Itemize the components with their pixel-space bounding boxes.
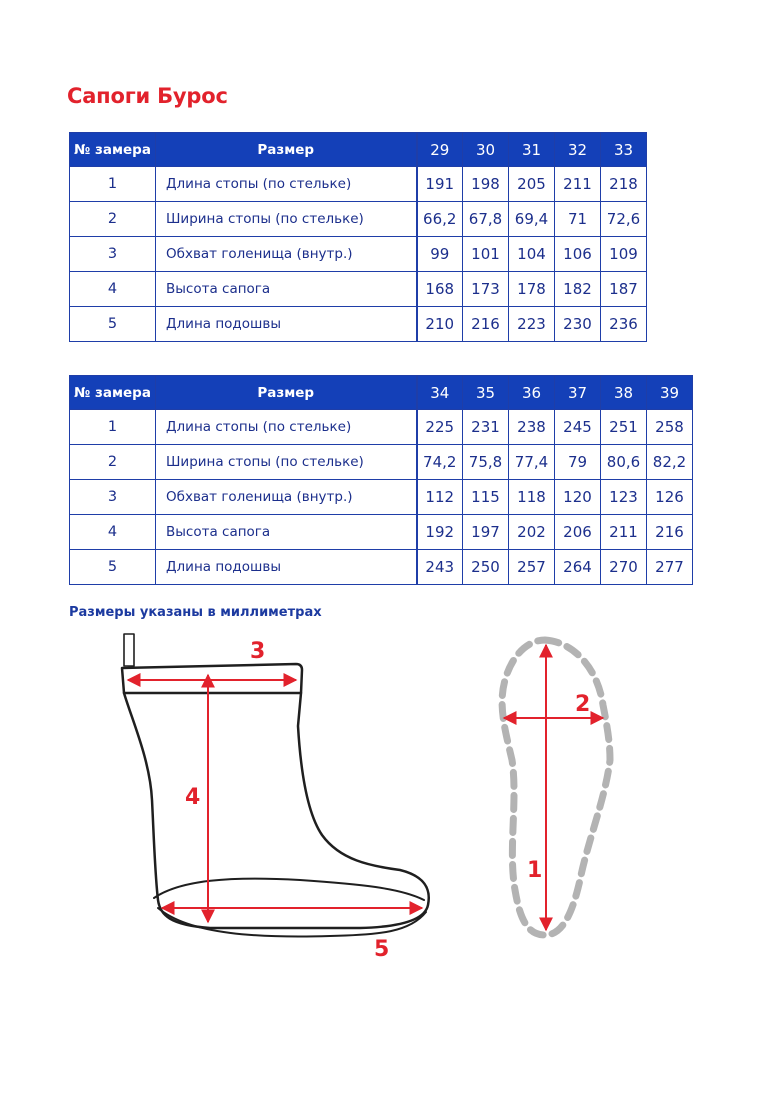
header-size-cell: 31 — [509, 133, 555, 167]
header-size-cell: 30 — [463, 133, 509, 167]
header-size-cell: 35 — [463, 376, 509, 410]
value-cell: 225 — [417, 410, 463, 445]
value-cell: 115 — [463, 480, 509, 515]
row-number: 2 — [70, 445, 156, 480]
value-cell: 126 — [647, 480, 693, 515]
value-cell: 258 — [647, 410, 693, 445]
value-cell: 168 — [417, 272, 463, 307]
header-size-cell: 34 — [417, 376, 463, 410]
header-size-cell: 39 — [647, 376, 693, 410]
row-label: Ширина стопы (по стельке) — [156, 445, 417, 480]
value-cell: 223 — [509, 307, 555, 342]
row-label: Высота сапога — [156, 515, 417, 550]
boot-body — [124, 693, 429, 928]
value-cell: 245 — [555, 410, 601, 445]
label-foot-length: 1 — [527, 858, 543, 883]
value-cell: 191 — [417, 167, 463, 202]
value-cell: 202 — [509, 515, 555, 550]
value-cell: 187 — [601, 272, 647, 307]
row-label: Ширина стопы (по стельке) — [156, 202, 417, 237]
value-cell: 101 — [463, 237, 509, 272]
row-number: 1 — [70, 410, 156, 445]
boot-arrows — [128, 675, 422, 922]
value-cell: 210 — [417, 307, 463, 342]
value-cell: 118 — [509, 480, 555, 515]
value-cell: 109 — [601, 237, 647, 272]
value-cell: 104 — [509, 237, 555, 272]
value-cell: 216 — [647, 515, 693, 550]
row-number: 2 — [70, 202, 156, 237]
row-number: 5 — [70, 550, 156, 585]
value-cell: 123 — [601, 480, 647, 515]
value-cell: 277 — [647, 550, 693, 585]
label-shaft-circumference: 3 — [250, 639, 266, 664]
row-label: Обхват голенища (внутр.) — [156, 237, 417, 272]
row-label: Длина стопы (по стельке) — [156, 410, 417, 445]
value-cell: 77,4 — [509, 445, 555, 480]
value-cell: 79 — [555, 445, 601, 480]
value-cell: 264 — [555, 550, 601, 585]
row-label: Длина подошвы — [156, 550, 417, 585]
value-cell: 120 — [555, 480, 601, 515]
value-cell: 112 — [417, 480, 463, 515]
header-size-cell: 33 — [601, 133, 647, 167]
label-sole-length: 5 — [374, 937, 390, 962]
page-title: Сапоги Бурос — [67, 84, 228, 108]
outsole — [158, 908, 426, 936]
pull-tab — [124, 634, 134, 666]
value-cell: 82,2 — [647, 445, 693, 480]
value-cell: 67,8 — [463, 202, 509, 237]
value-cell: 178 — [509, 272, 555, 307]
header-measure-number: № замера — [70, 133, 156, 167]
boot-cuff — [122, 664, 302, 693]
value-cell: 192 — [417, 515, 463, 550]
row-label: Высота сапога — [156, 272, 417, 307]
row-label: Обхват голенища (внутр.) — [156, 480, 417, 515]
value-cell: 206 — [555, 515, 601, 550]
row-number: 3 — [70, 237, 156, 272]
label-boot-height: 4 — [185, 785, 201, 810]
value-cell: 75,8 — [463, 445, 509, 480]
value-cell: 66,2 — [417, 202, 463, 237]
row-label: Длина подошвы — [156, 307, 417, 342]
sole-line — [154, 879, 424, 900]
value-cell: 250 — [463, 550, 509, 585]
value-cell: 218 — [601, 167, 647, 202]
insole-outline — [502, 640, 610, 935]
row-number: 3 — [70, 480, 156, 515]
value-cell: 80,6 — [601, 445, 647, 480]
value-cell: 216 — [463, 307, 509, 342]
value-cell: 182 — [555, 272, 601, 307]
value-cell: 99 — [417, 237, 463, 272]
insole-arrows — [504, 645, 603, 930]
value-cell: 243 — [417, 550, 463, 585]
value-cell: 251 — [601, 410, 647, 445]
value-cell: 72,6 — [601, 202, 647, 237]
header-size: Размер — [156, 376, 417, 410]
value-cell: 71 — [555, 202, 601, 237]
label-foot-width: 2 — [575, 692, 591, 717]
value-cell: 205 — [509, 167, 555, 202]
row-label: Длина стопы (по стельке) — [156, 167, 417, 202]
value-cell: 230 — [555, 307, 601, 342]
row-number: 5 — [70, 307, 156, 342]
units-note: Размеры указаны в миллиметрах — [69, 605, 322, 620]
header-size-cell: 29 — [417, 133, 463, 167]
row-number: 1 — [70, 167, 156, 202]
row-number: 4 — [70, 272, 156, 307]
value-cell: 211 — [555, 167, 601, 202]
value-cell: 211 — [601, 515, 647, 550]
value-cell: 198 — [463, 167, 509, 202]
value-cell: 270 — [601, 550, 647, 585]
value-cell: 74,2 — [417, 445, 463, 480]
header-size: Размер — [156, 133, 417, 167]
value-cell: 257 — [509, 550, 555, 585]
header-size-cell: 36 — [509, 376, 555, 410]
header-measure-number: № замера — [70, 376, 156, 410]
row-number: 4 — [70, 515, 156, 550]
value-cell: 231 — [463, 410, 509, 445]
value-cell: 236 — [601, 307, 647, 342]
header-size-cell: 38 — [601, 376, 647, 410]
value-cell: 238 — [509, 410, 555, 445]
value-cell: 197 — [463, 515, 509, 550]
value-cell: 173 — [463, 272, 509, 307]
value-cell: 106 — [555, 237, 601, 272]
header-size-cell: 32 — [555, 133, 601, 167]
header-size-cell: 37 — [555, 376, 601, 410]
value-cell: 69,4 — [509, 202, 555, 237]
